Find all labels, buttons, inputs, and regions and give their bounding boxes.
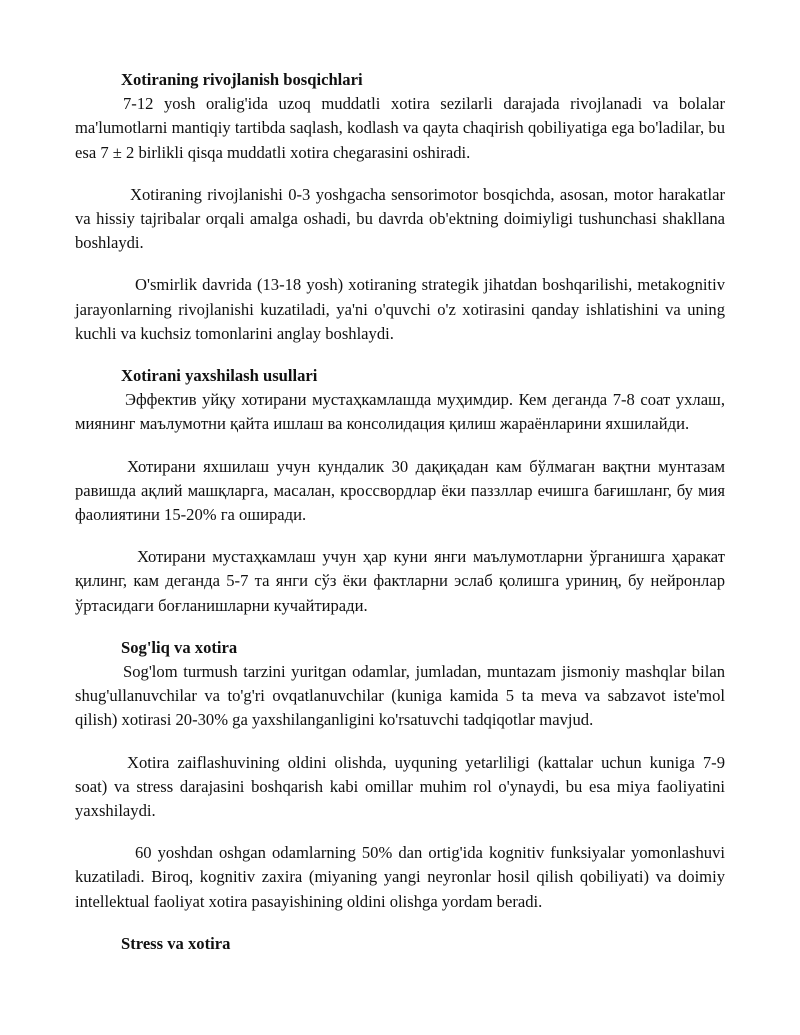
section-heading-stress-and-memory: Stress va xotira xyxy=(121,933,231,953)
paragraph: Xotiraning rivojlanishi 0-3 yoshgacha sensorimotor bosqichda, asosan, motor harakatlar va hissiy tajribalar orqali amalga oshadi, bu davrda ob'ektning doimiyligi tushunchasi shakllana boshlaydi. xyxy=(75,184,725,253)
paragraph: Хотирани мустаҳкамлаш учун ҳар куни янги маълумотларни ўрганишга ҳаракат қилинг, кам деганда 5-7 та янги сўз ёки фактларни эслаб қолишга уриниң, бу нейронлар ўртасидаги боғланишларни кучайтиради. xyxy=(75,547,725,615)
section-heading-memory-improvement: Xotirani yaxshilash usullari xyxy=(121,366,318,386)
paragraph: O'smirlik davrida (13-18 yosh) xotiraning strategik jihatdan boshqarilishi, metakognitiv jarayonlarning rivojlanishi kuzatiladi, ya'ni o'quvchi o'z xotirasini qanday ishlatishini va uning kuchli va kuchsiz tomonlarini anglay boshlaydi. xyxy=(75,275,725,343)
paragraph: 60 yoshdan oshgan odamlarning 50% dan ortig'ida kognitiv funksiyalar yomonlashuvi kuzatiladi. Biroq, kognitiv zaxira (miyaning yangi neyronlar hosil qilish qobiliyati) va doimiy intellektual faoliyat xotira pasayishining oldini olishga yordam beradi. xyxy=(75,843,725,911)
section-heading-memory-development: Xotiraning rivojlanish bosqichlari xyxy=(121,70,363,89)
paragraph: Эффектив уйқу хотирани мустаҳкамлашда муҳимдир. Кем деганда 7-8 соат ухлаш, миянинг маълумотни қайта ишлаш ва консолидация қилиш жараёнларини яхшилайди. xyxy=(75,390,725,434)
document-body xyxy=(75,68,725,956)
section-heading-health-and-memory: Sog'liq va xotira xyxy=(121,637,238,657)
paragraph: Xotira zaiflashuvining oldini olishda, uyquning yetarliligi (kattalar uchun kuniga 7-9 soat) va stress darajasini boshqarish kabi omillar muhim rol o'ynaydi, bu esa miya faoliyatini yaxshilaydi. xyxy=(75,752,725,821)
paragraph: Sog'lom turmush tarzini yuritgan odamlar, jumladan, muntazam jismoniy mashqlar bilan shug'ullanuvchilar va to'g'ri ovqatlanuvchilar (kuniga kamida 5 ta meva va sabzavot iste'mol qilish) xotirasi 20-30% ga yaxshilanganligini ko'rsatuvchi tadqiqotlar mavjud. xyxy=(75,662,725,730)
paragraph: Хотирани яхшилаш учун кундалик 30 дақиқадан кам бўлмаган вақтни мунтазам равишда ақлий машқларга, масалан, кроссвордлар ёки паззллар ечишга бағишланг, бу мия фаолиятини 15-20% га оширади. xyxy=(75,456,725,525)
paragraph: 7-12 yosh oralig'ida uzoq muddatli xotira sezilarli darajada rivojlanadi va bolalar ma'lumotlarni mantiqiy tartibda saqlash, kodlash va qayta chaqirish qobiliyatiga ega bo'ladilar, bu esa 7 ± 2 birlikli qisqa muddatli xotira chegarasini oshiradi. xyxy=(75,94,725,162)
